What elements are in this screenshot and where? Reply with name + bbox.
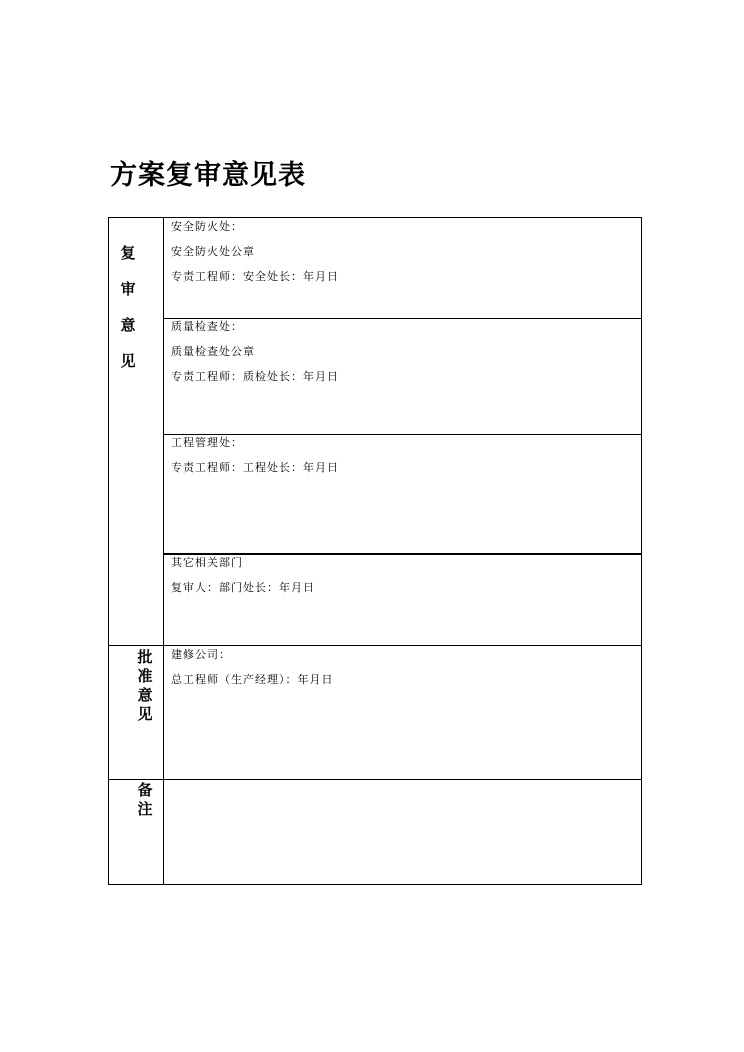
review-label-char: 意 [120, 316, 136, 334]
review-label-char: 复 [120, 244, 136, 262]
approval-opinion-label [135, 648, 155, 724]
approval-signature-line: 总工程师（生产经理）：年月日 [171, 673, 334, 686]
engineering-section [171, 430, 339, 480]
quality-signature-line: 专责工程师：质检处长：年月日 [171, 370, 339, 383]
quality-section [171, 314, 339, 389]
review-label-char: 见 [120, 352, 136, 370]
approval-section [171, 642, 334, 692]
safety-heading: 安全防火处： [171, 220, 243, 233]
safety-signature-line: 专责工程师：安全处长：年月日 [171, 270, 339, 283]
quality-heading: 质量检查处： [171, 320, 243, 333]
remarks-label [135, 781, 155, 819]
remarks-label-char: 注 [137, 800, 153, 818]
other-departments-heading: 其它相关部门 [171, 556, 243, 569]
approval-heading: 建修公司： [171, 648, 231, 661]
approval-label-char: 见 [137, 705, 153, 723]
document-title: 方案复审意见表 [110, 160, 306, 191]
approval-label-char: 意 [137, 686, 153, 704]
review-label-char: 审 [120, 280, 136, 298]
quality-stamp: 质量检查处公章 [171, 345, 255, 358]
remarks-label-char: 备 [137, 781, 153, 799]
other-departments-section [171, 550, 315, 600]
approval-label-char: 准 [137, 667, 153, 685]
engineering-signature-line: 专责工程师：工程处长：年月日 [171, 461, 339, 474]
other-departments-signature-line: 复审人：部门处长：年月日 [171, 581, 315, 594]
row-divider-approval [109, 779, 641, 780]
safety-stamp: 安全防火处公章 [171, 245, 255, 258]
safety-section [171, 214, 339, 289]
review-opinion-label [118, 242, 138, 386]
approval-label-char: 批 [137, 648, 153, 666]
engineering-heading: 工程管理处： [171, 436, 243, 449]
review-form-table [108, 217, 642, 885]
